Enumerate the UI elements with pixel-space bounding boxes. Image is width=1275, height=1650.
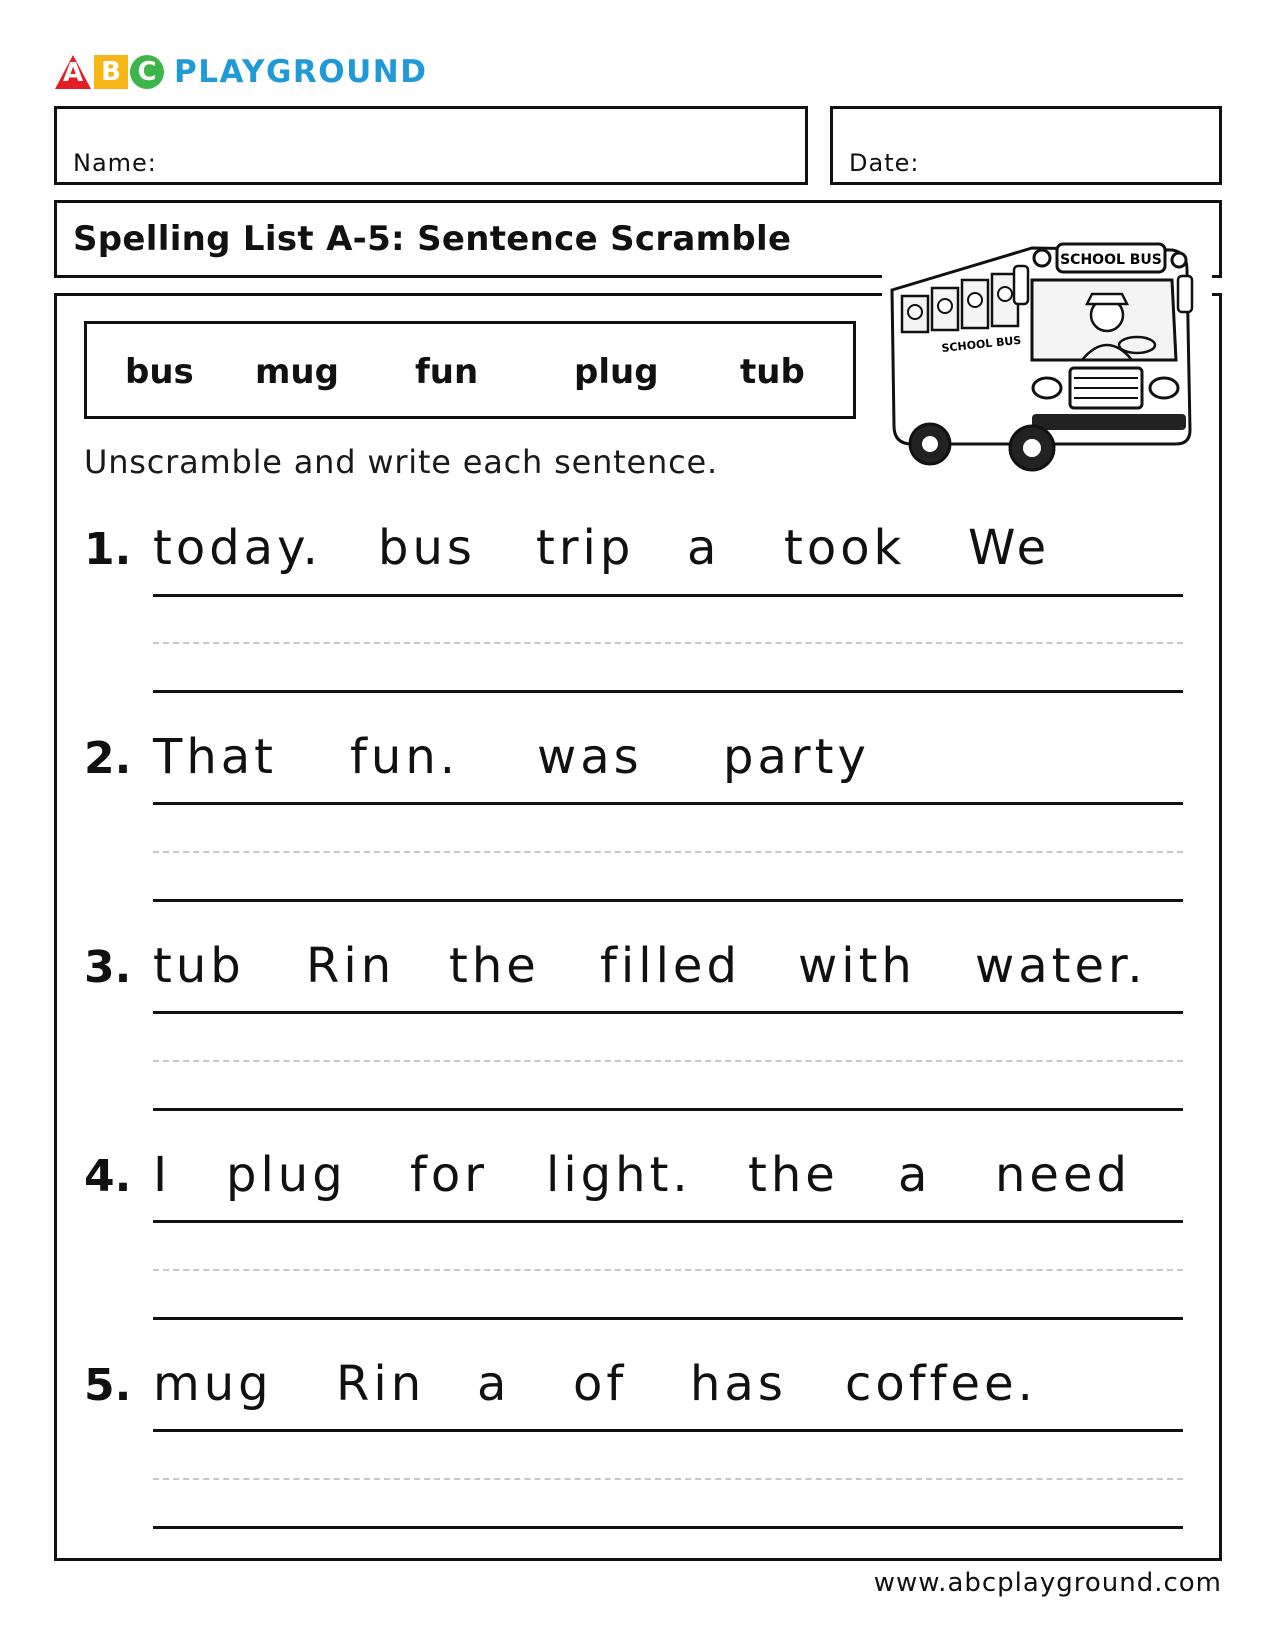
logo-letter-b: B — [94, 55, 128, 89]
scrambled-word: today. — [153, 520, 322, 576]
date-field[interactable] — [830, 106, 1222, 185]
bus-sign-text: SCHOOL BUS — [1060, 252, 1162, 268]
scrambled-word: a — [477, 1356, 511, 1412]
scrambled-word: a — [687, 520, 721, 576]
writing-mid-line — [153, 1060, 1183, 1062]
scrambled-word: the — [748, 1147, 839, 1203]
scrambled-word: mug — [153, 1356, 273, 1412]
scrambled-word: plug — [226, 1147, 347, 1203]
writing-top-line[interactable] — [153, 1220, 1183, 1223]
sentence-number: 5. — [84, 1360, 132, 1411]
sentence-number: 4. — [84, 1151, 132, 1202]
school-bus-icon — [882, 230, 1212, 490]
sentence-number: 2. — [84, 733, 132, 784]
scrambled-word: Rin — [306, 938, 396, 994]
word-bank-item: tub — [740, 352, 805, 392]
sentence-number: 3. — [84, 942, 132, 993]
scrambled-word: Rin — [336, 1356, 426, 1412]
writing-mid-line — [153, 851, 1183, 853]
name-label: Name: — [73, 149, 157, 177]
writing-base-line[interactable] — [153, 1526, 1183, 1529]
writing-base-line[interactable] — [153, 690, 1183, 693]
scrambled-word: party — [723, 729, 870, 785]
writing-top-line[interactable] — [153, 1429, 1183, 1432]
name-field[interactable] — [54, 106, 808, 185]
writing-top-line[interactable] — [153, 594, 1183, 597]
writing-mid-line — [153, 1269, 1183, 1271]
scrambled-word: was — [537, 729, 643, 785]
word-bank-item: mug — [255, 352, 339, 392]
scrambled-word: the — [449, 938, 540, 994]
sentence-number: 1. — [84, 524, 132, 575]
scrambled-word: bus — [378, 520, 476, 576]
writing-base-line[interactable] — [153, 899, 1183, 902]
scrambled-word: of — [573, 1356, 628, 1412]
scrambled-word: We — [968, 520, 1051, 576]
logo-text: PLAYGROUND — [174, 54, 428, 90]
scrambled-word: water. — [975, 938, 1147, 994]
word-bank-item: fun — [415, 352, 479, 392]
scrambled-word: coffee. — [845, 1356, 1037, 1412]
scrambled-word: I — [153, 1147, 172, 1203]
footer-url[interactable]: www.abcplayground.com — [873, 1568, 1222, 1598]
logo-letter-a: A — [62, 58, 84, 88]
scrambled-word: need — [995, 1147, 1131, 1203]
instruction-text: Unscramble and write each sentence. — [84, 443, 718, 481]
writing-base-line[interactable] — [153, 1317, 1183, 1320]
bus-side-text: SCHOOL BUS — [940, 333, 1022, 355]
writing-mid-line — [153, 642, 1183, 644]
word-bank-item: plug — [574, 352, 659, 392]
scrambled-word: has — [690, 1356, 787, 1412]
scrambled-word: with — [798, 938, 916, 994]
scrambled-word: filled — [600, 938, 741, 994]
writing-base-line[interactable] — [153, 1108, 1183, 1111]
scrambled-word: a — [898, 1147, 932, 1203]
page-title: Spelling List A-5: Sentence Scramble — [73, 219, 792, 259]
logo-letter-c: C — [130, 55, 164, 89]
scrambled-word: took — [784, 520, 906, 576]
writing-mid-line — [153, 1478, 1183, 1480]
scrambled-word: for — [410, 1147, 488, 1203]
logo — [54, 52, 427, 92]
scrambled-word: tub — [153, 938, 245, 994]
date-label: Date: — [849, 149, 920, 177]
scrambled-word: That — [153, 729, 277, 785]
word-bank-item: bus — [125, 352, 194, 392]
scrambled-word: fun. — [350, 729, 459, 785]
writing-top-line[interactable] — [153, 1011, 1183, 1014]
scrambled-word: trip — [536, 520, 635, 576]
scrambled-word: light. — [546, 1147, 692, 1203]
word-bank — [84, 321, 856, 419]
writing-top-line[interactable] — [153, 802, 1183, 805]
